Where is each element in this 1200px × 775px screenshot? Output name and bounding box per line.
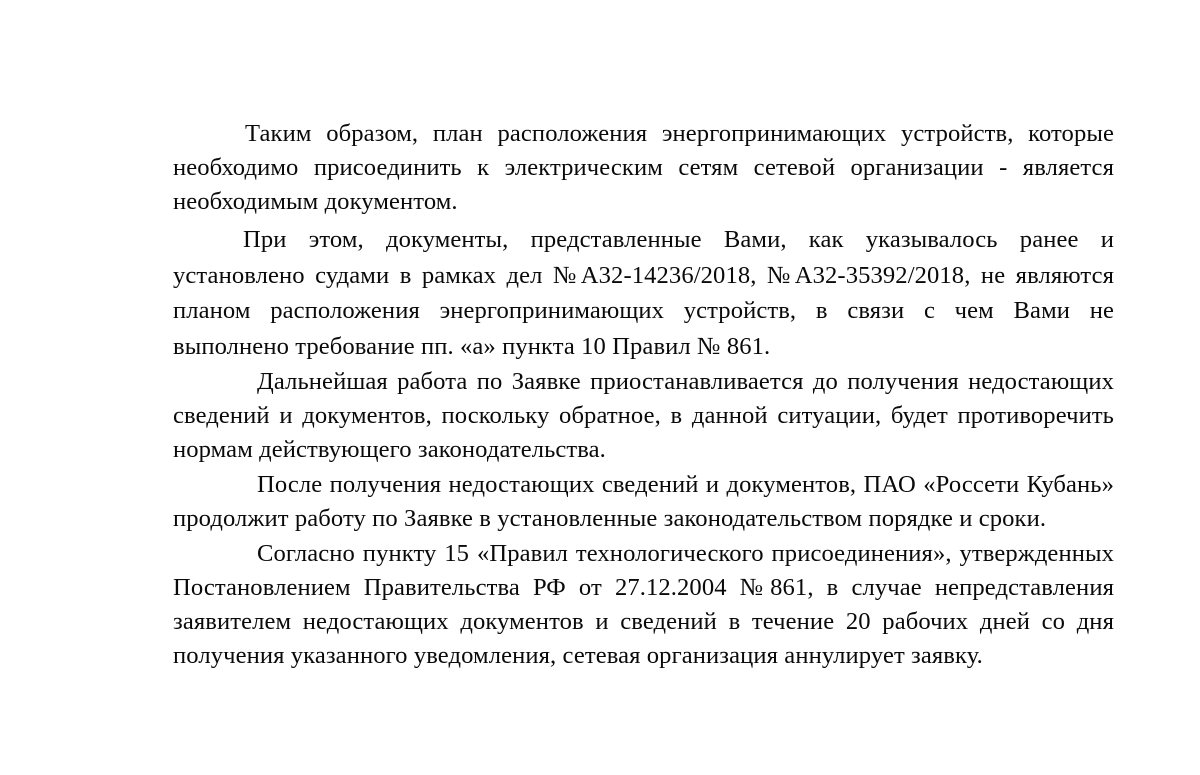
paragraph-work-resumed: После получения недостающих сведений и документов, ПАО «Россети Кубань» продолжит работу по Заявке в установленные законодательством порядке и сроки. [173, 471, 1114, 532]
paragraph-annulment-rule: Согласно пункту 15 «Правил технологического присоединения», утвержденных Постановлением Правительства РФ от 27.12.2004 №861, в случае непредставления заявителем недостающих документов и сведений в течение 20 рабочих дней со дня получения указанного уведомления, сетевая организация аннулирует заявку. [173, 540, 1114, 669]
paragraph-submitted-documents: При этом, документы, представленные Вами, как указывалось ранее и установлено судами в рамках дел №А32-14236/2018, №А32-35392/2018, не являются планом расположения энергопринимающих устройств, в связи с чем Вами не выполнено требование пп. «а» пункта 10 Правил № 861. [173, 226, 1114, 360]
document-body [173, 117, 1114, 673]
paragraph-site-plan-required: Таким образом, план расположения энергопринимающих устройств, которые необходимо присоединить к электрическим сетям сетевой организации - является необходимым документом. [173, 120, 1114, 215]
paragraph-work-suspended: Дальнейшая работа по Заявке приостанавливается до получения недостающих сведений и документов, поскольку обратное, в данной ситуации, будет противоречить нормам действующего законодательства. [173, 368, 1114, 463]
